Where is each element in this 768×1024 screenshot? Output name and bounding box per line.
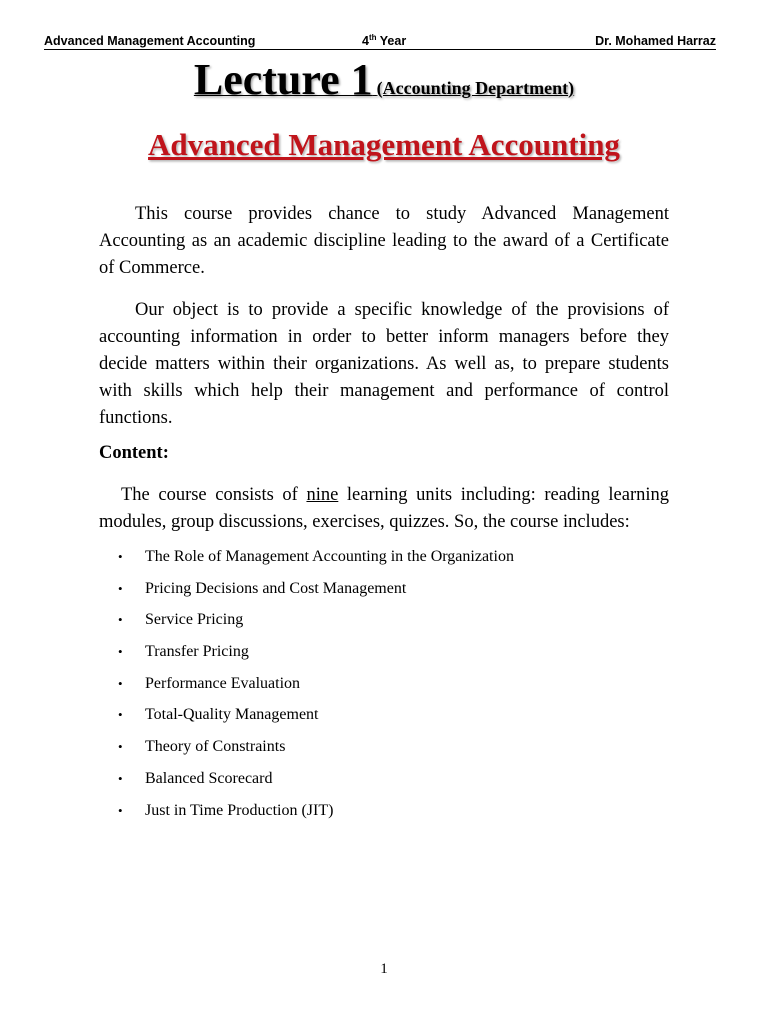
bullet-icon: • <box>118 612 123 628</box>
header-course-title: Advanced Management Accounting <box>44 34 256 48</box>
unit-label: Service Pricing <box>145 611 244 629</box>
header-author: Dr. Mohamed Harraz <box>595 34 716 48</box>
list-item <box>118 763 514 795</box>
bullet-icon: • <box>118 770 123 786</box>
list-item <box>118 604 514 636</box>
unit-label: Theory of Constraints <box>145 738 286 756</box>
lecture-department: (Accounting Department) <box>376 78 575 98</box>
content-heading: Content: <box>99 443 169 463</box>
unit-label: Just in Time Production (JIT) <box>145 801 334 819</box>
structure-text-after: learning units including: reading learning modules, group discussions, exercises, quizzes. So, the course includes: <box>99 485 670 532</box>
unit-label: Balanced Scorecard <box>145 769 273 787</box>
header-year <box>362 34 406 48</box>
list-item <box>118 795 514 827</box>
bullet-icon: • <box>118 802 123 818</box>
lecture-number: Lecture 1 <box>193 55 373 104</box>
structure-text-underlined: nine <box>306 485 339 505</box>
list-item <box>118 699 514 731</box>
list-item <box>118 541 514 573</box>
structure-text-before: The course consists of <box>121 485 307 505</box>
bullet-icon: • <box>118 549 123 564</box>
header-year-number: 4 <box>362 34 369 48</box>
bullet-icon: • <box>118 644 123 660</box>
unit-label: Total-Quality Management <box>145 706 319 724</box>
header-year-word: Year <box>376 34 407 48</box>
unit-label: The Role of Management Accounting in the Organization <box>145 548 514 565</box>
page-header <box>44 33 716 50</box>
learning-units-list <box>118 541 514 826</box>
bullet-icon: • <box>118 675 123 691</box>
list-item <box>118 668 514 700</box>
course-structure-paragraph <box>99 482 669 536</box>
bullet-icon: • <box>118 739 123 755</box>
lecture-title <box>0 54 768 105</box>
unit-label: Transfer Pricing <box>145 643 249 661</box>
bullet-icon: • <box>118 580 123 596</box>
course-subtitle: Advanced Management Accounting <box>148 127 620 162</box>
list-item <box>118 731 514 763</box>
unit-label: Pricing Decisions and Cost Management <box>145 579 407 597</box>
bullet-icon: • <box>118 707 123 723</box>
list-item <box>118 573 514 605</box>
intro-paragraph: This course provides chance to study Advanced Management Accounting as an academic discipline leading to the award of a Certificate of Commerce. <box>99 204 669 278</box>
objective-paragraph: Our object is to provide a specific knowledge of the provisions of accounting information in order to better inform managers before they decide matters within their organizations. As well as, to prepare students with skills which help their management and performance of control functions. <box>99 300 669 428</box>
list-item <box>118 636 514 668</box>
unit-label: Performance Evaluation <box>145 674 301 692</box>
header-year-suffix: th <box>368 32 377 42</box>
page-number: 1 <box>380 961 388 977</box>
